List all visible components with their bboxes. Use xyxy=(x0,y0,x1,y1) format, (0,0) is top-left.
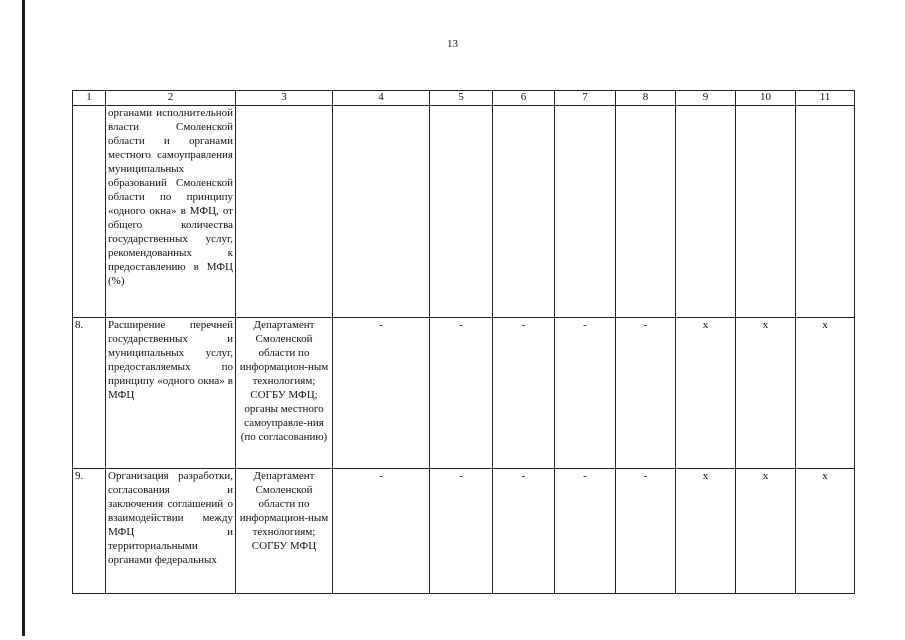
row-value: - xyxy=(493,469,555,594)
row-value: - xyxy=(493,318,555,469)
row-value xyxy=(736,106,796,318)
row-executor: Департамент Смоленской области по информацион-ным технологиям; СОГБУ МФЦ; органы местного самоуправле-ния (по согласованию) xyxy=(236,318,333,469)
row-value: - xyxy=(555,469,616,594)
row-value: x xyxy=(676,469,736,594)
row-value: - xyxy=(555,318,616,469)
column-header: 1 xyxy=(73,91,106,106)
row-description: Организация разработки, согласования и заключения соглашений о взаимодействии между МФЦ и территориальными органами федеральных xyxy=(106,469,236,594)
row-executor: Департамент Смоленской области по информацион-ным технологиям; СОГБУ МФЦ xyxy=(236,469,333,594)
column-header: 5 xyxy=(430,91,493,106)
row-executor xyxy=(236,106,333,318)
row-value: - xyxy=(333,318,430,469)
column-header: 11 xyxy=(796,91,855,106)
row-number: 8. xyxy=(73,318,106,469)
row-value: - xyxy=(616,318,676,469)
row-value: x xyxy=(736,318,796,469)
row-value xyxy=(333,106,430,318)
program-table xyxy=(72,90,855,594)
table-row xyxy=(73,469,855,594)
row-value xyxy=(555,106,616,318)
row-description: Расширение перечней государственных и муниципальных услуг, предоставляемых по принципу «одного окна» в МФЦ xyxy=(106,318,236,469)
row-value: - xyxy=(333,469,430,594)
column-header: 10 xyxy=(736,91,796,106)
table-row xyxy=(73,106,855,318)
table-row xyxy=(73,318,855,469)
row-value xyxy=(493,106,555,318)
page-number: 13 xyxy=(447,38,458,50)
row-number xyxy=(73,106,106,318)
page-binding-edge xyxy=(22,0,25,636)
column-header: 7 xyxy=(555,91,616,106)
row-value: x xyxy=(736,469,796,594)
column-header: 2 xyxy=(106,91,236,106)
row-value: - xyxy=(430,469,493,594)
row-value xyxy=(676,106,736,318)
row-value: - xyxy=(616,469,676,594)
row-value: x xyxy=(796,469,855,594)
row-description: органами исполнительной власти Смоленской области и органами местного самоуправления муниципальных образований Смоленской области по принципу «одного окна» в МФЦ, от общего количества государственных услуг, рекомендованных к предоставлению в МФЦ (%) xyxy=(106,106,236,318)
column-header: 9 xyxy=(676,91,736,106)
column-header: 8 xyxy=(616,91,676,106)
row-value: - xyxy=(430,318,493,469)
row-value xyxy=(430,106,493,318)
row-value: x xyxy=(796,318,855,469)
column-header: 3 xyxy=(236,91,333,106)
column-header: 4 xyxy=(333,91,430,106)
row-number: 9. xyxy=(73,469,106,594)
row-value xyxy=(616,106,676,318)
column-header: 6 xyxy=(493,91,555,106)
table-header-row xyxy=(73,91,855,106)
row-value: x xyxy=(676,318,736,469)
row-value xyxy=(796,106,855,318)
